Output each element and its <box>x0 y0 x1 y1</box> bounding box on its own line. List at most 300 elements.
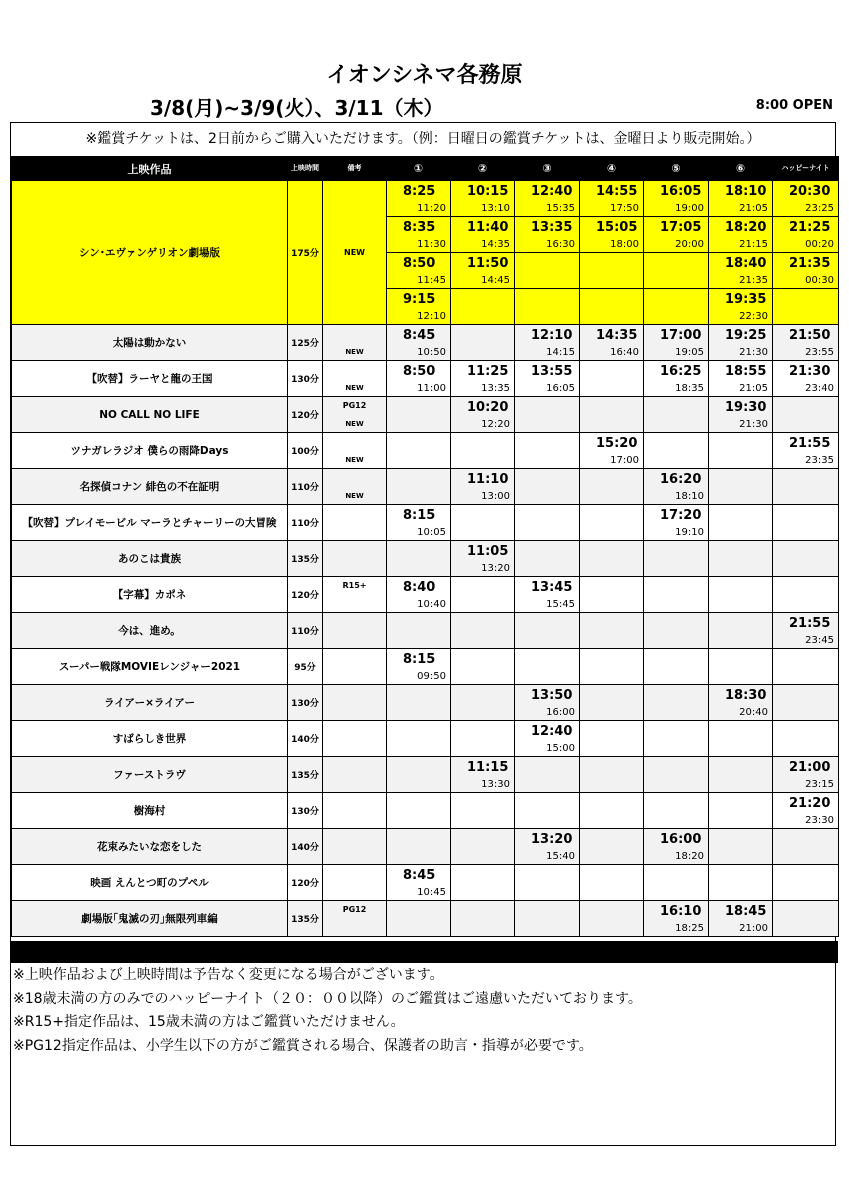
table-row <box>12 433 839 469</box>
film-duration: 100分 <box>288 433 323 469</box>
showtime-cell <box>709 829 773 865</box>
showtime-cell <box>644 901 709 937</box>
film-title: 劇場版｢鬼滅の刃｣無限列車編 <box>12 901 288 937</box>
col-screen-3: ③ <box>515 157 580 181</box>
showtime-cell <box>580 829 644 865</box>
start-time: 19:25 <box>725 328 767 343</box>
end-time: 15:40 <box>546 851 575 862</box>
start-time: 16:05 <box>660 184 702 199</box>
showtime-cell <box>580 325 644 361</box>
showtime-cell <box>709 577 773 613</box>
showtime-cell <box>387 289 451 325</box>
start-time: 17:20 <box>660 508 702 523</box>
film-note <box>323 613 387 649</box>
showtime-cell <box>709 289 773 325</box>
showtime-cell <box>709 901 773 937</box>
showtime-cell <box>644 649 709 685</box>
showtime-cell <box>515 649 580 685</box>
film-duration: 120分 <box>288 397 323 433</box>
showtime-cell <box>773 613 839 649</box>
table-row <box>12 469 839 505</box>
film-title: 名探偵コナン 緋色の不在証明 <box>12 469 288 505</box>
col-duration: 上映時間 <box>288 157 323 181</box>
film-title: 今は、進め。 <box>12 613 288 649</box>
showtime-cell <box>709 865 773 901</box>
showtime-cell <box>451 649 515 685</box>
new-badge: NEW <box>345 492 364 500</box>
showtime-cell <box>709 361 773 397</box>
film-title: すばらしき世界 <box>12 721 288 757</box>
end-time: 14:35 <box>481 239 510 250</box>
showtime-cell <box>644 397 709 433</box>
end-time: 13:00 <box>481 491 510 502</box>
showtime-cell <box>580 541 644 577</box>
showtime-cell <box>515 181 580 217</box>
showtime-cell <box>644 685 709 721</box>
showtime-cell <box>451 541 515 577</box>
showtime-cell <box>515 757 580 793</box>
footnote: ※18歳未満の方のみでのハッピーナイト（２０：００以降）のご鑑賞はご遠慮いただいております。 <box>13 990 642 1007</box>
showtime-cell <box>580 181 644 217</box>
end-time: 00:20 <box>805 239 834 250</box>
end-time: 10:40 <box>417 599 446 610</box>
end-time: 17:00 <box>610 455 639 466</box>
end-time: 13:30 <box>481 779 510 790</box>
start-time: 11:50 <box>467 256 509 271</box>
showtime-cell <box>515 829 580 865</box>
showtime-cell <box>387 433 451 469</box>
start-time: 13:55 <box>531 364 573 379</box>
showtime-cell <box>387 397 451 433</box>
film-note <box>323 469 387 505</box>
start-time: 11:25 <box>467 364 509 379</box>
end-time: 21:05 <box>739 203 768 214</box>
showtime-cell <box>709 721 773 757</box>
footnote: ※上映作品および上映時間は予告なく変更になる場合がございます。 <box>13 967 444 983</box>
showtime-cell <box>515 397 580 433</box>
showtime-cell <box>644 613 709 649</box>
film-note <box>323 721 387 757</box>
showtime-cell <box>644 829 709 865</box>
showtime-cell <box>644 253 709 289</box>
showtime-cell <box>451 757 515 793</box>
showtime-cell <box>387 829 451 865</box>
showtime-cell <box>580 865 644 901</box>
table-row <box>12 613 839 649</box>
start-time: 11:05 <box>467 544 509 559</box>
open-time: 8:00 OPEN <box>755 98 833 113</box>
start-time: 12:40 <box>531 724 573 739</box>
end-time: 15:45 <box>546 599 575 610</box>
table-row <box>12 649 839 685</box>
showtime-cell <box>644 793 709 829</box>
showtime-cell <box>580 505 644 541</box>
schedule-table <box>11 156 839 937</box>
film-note <box>323 577 387 613</box>
col-film: 上映作品 <box>12 157 288 181</box>
showtime-cell <box>451 721 515 757</box>
start-time: 13:20 <box>531 832 573 847</box>
showtime-cell <box>515 253 580 289</box>
start-time: 11:10 <box>467 472 509 487</box>
start-time: 16:00 <box>660 832 702 847</box>
start-time: 10:15 <box>467 184 509 199</box>
showtime-cell <box>515 865 580 901</box>
showtime-cell <box>709 397 773 433</box>
showtime-cell <box>644 469 709 505</box>
start-time: 18:40 <box>725 256 767 271</box>
film-note <box>323 181 387 325</box>
start-time: 13:50 <box>531 688 573 703</box>
end-time: 16:05 <box>546 383 575 394</box>
showtime-cell <box>580 721 644 757</box>
end-time: 10:05 <box>417 527 446 538</box>
showtime-cell <box>580 397 644 433</box>
showtime-cell <box>387 217 451 253</box>
start-time: 15:05 <box>596 220 638 235</box>
film-title: あのこは貴族 <box>12 541 288 577</box>
table-row <box>12 181 839 217</box>
showtime-cell <box>709 613 773 649</box>
table-row <box>12 793 839 829</box>
showtime-cell <box>709 649 773 685</box>
film-note <box>323 901 387 937</box>
start-time: 12:10 <box>531 328 573 343</box>
showtime-cell <box>773 181 839 217</box>
showtime-cell <box>451 217 515 253</box>
film-duration: 120分 <box>288 577 323 613</box>
showtime-cell <box>709 505 773 541</box>
showtime-cell <box>515 613 580 649</box>
start-time: 17:00 <box>660 328 702 343</box>
end-time: 21:35 <box>739 275 768 286</box>
film-title: NO CALL NO LIFE <box>12 397 288 433</box>
end-time: 14:45 <box>481 275 510 286</box>
table-row <box>12 865 839 901</box>
showtime-cell <box>451 793 515 829</box>
showtime-cell <box>773 901 839 937</box>
showtime-cell <box>773 793 839 829</box>
film-duration: 135分 <box>288 901 323 937</box>
showtime-cell <box>580 649 644 685</box>
end-time: 21:05 <box>739 383 768 394</box>
showtime-cell <box>773 757 839 793</box>
start-time: 11:40 <box>467 220 509 235</box>
film-duration: 130分 <box>288 685 323 721</box>
showtime-cell <box>515 289 580 325</box>
film-title: 太陽は動かない <box>12 325 288 361</box>
showtime-cell <box>644 505 709 541</box>
showtime-cell <box>773 217 839 253</box>
showtime-cell <box>387 649 451 685</box>
showtime-cell <box>773 433 839 469</box>
table-row <box>12 757 839 793</box>
rating-badge: NEW <box>344 248 365 257</box>
start-time: 13:35 <box>531 220 573 235</box>
showtime-cell <box>709 253 773 289</box>
end-time: 23:40 <box>805 383 834 394</box>
table-row <box>12 397 839 433</box>
start-time: 12:40 <box>531 184 573 199</box>
start-time: 21:55 <box>789 436 831 451</box>
showtime-cell <box>387 541 451 577</box>
end-time: 11:30 <box>417 239 446 250</box>
showtime-cell <box>387 253 451 289</box>
showtime-cell <box>644 541 709 577</box>
film-duration: 110分 <box>288 469 323 505</box>
start-time: 21:35 <box>789 256 831 271</box>
showtime-cell <box>773 649 839 685</box>
footnote: ※R15+指定作品は、15歳未満の方はご鑑賞いただけません。 <box>13 1014 405 1030</box>
film-duration: 95分 <box>288 649 323 685</box>
showtime-cell <box>580 469 644 505</box>
footnotes <box>13 964 642 1058</box>
showtime-cell <box>644 433 709 469</box>
end-time: 11:20 <box>417 203 446 214</box>
showtime-cell <box>451 613 515 649</box>
showtime-cell <box>644 181 709 217</box>
showtime-cell <box>515 541 580 577</box>
showtime-cell <box>451 361 515 397</box>
showtime-cell <box>515 325 580 361</box>
showtime-cell <box>387 685 451 721</box>
end-time: 18:10 <box>675 491 704 502</box>
showtime-cell <box>580 217 644 253</box>
end-time: 00:30 <box>805 275 834 286</box>
showtime-cell <box>515 793 580 829</box>
end-time: 23:15 <box>805 779 834 790</box>
showtime-cell <box>515 433 580 469</box>
col-screen-2: ② <box>451 157 515 181</box>
table-row <box>12 829 839 865</box>
new-badge: NEW <box>345 384 364 392</box>
end-time: 18:00 <box>610 239 639 250</box>
showtime-cell <box>644 289 709 325</box>
showtime-cell <box>773 469 839 505</box>
showtime-cell <box>644 757 709 793</box>
showtime-cell <box>580 361 644 397</box>
showtime-cell <box>709 757 773 793</box>
start-time: 17:05 <box>660 220 702 235</box>
start-time: 18:45 <box>725 904 767 919</box>
end-time: 09:50 <box>417 671 446 682</box>
start-time: 8:15 <box>403 652 436 667</box>
end-time: 11:45 <box>417 275 446 286</box>
showtime-cell <box>451 397 515 433</box>
table-row <box>12 325 839 361</box>
showtime-cell <box>773 325 839 361</box>
end-time: 23:35 <box>805 455 834 466</box>
end-time: 16:40 <box>610 347 639 358</box>
col-screen-6: ⑥ <box>709 157 773 181</box>
table-row <box>12 577 839 613</box>
showtime-cell <box>387 865 451 901</box>
date-range: 3/8(月)~3/9(火）、3/11（木） <box>150 96 444 120</box>
end-time: 23:30 <box>805 815 834 826</box>
showtime-cell <box>515 217 580 253</box>
film-title: 【吹替】ラーヤと龍の王国 <box>12 361 288 397</box>
start-time: 15:20 <box>596 436 638 451</box>
film-note <box>323 325 387 361</box>
showtime-cell <box>709 433 773 469</box>
start-time: 8:35 <box>403 220 436 235</box>
start-time: 10:20 <box>467 400 509 415</box>
showtime-cell <box>515 901 580 937</box>
new-badge: NEW <box>345 348 364 356</box>
showtime-cell <box>451 325 515 361</box>
start-time: 8:45 <box>403 868 436 883</box>
start-time: 18:20 <box>725 220 767 235</box>
end-time: 13:35 <box>481 383 510 394</box>
table-row <box>12 505 839 541</box>
showtime-cell <box>773 577 839 613</box>
end-time: 23:45 <box>805 635 834 646</box>
showtime-cell <box>773 397 839 433</box>
start-time: 14:35 <box>596 328 638 343</box>
showtime-cell <box>515 361 580 397</box>
film-note <box>323 397 387 433</box>
start-time: 9:15 <box>403 292 436 307</box>
showtime-cell <box>773 505 839 541</box>
end-time: 16:00 <box>546 707 575 718</box>
film-duration: 125分 <box>288 325 323 361</box>
film-title: 【字幕】カポネ <box>12 577 288 613</box>
end-time: 18:20 <box>675 851 704 862</box>
showtime-cell <box>451 865 515 901</box>
showtime-cell <box>709 181 773 217</box>
start-time: 8:25 <box>403 184 436 199</box>
showtime-cell <box>773 829 839 865</box>
end-time: 19:00 <box>675 203 704 214</box>
start-time: 16:20 <box>660 472 702 487</box>
end-time: 21:15 <box>739 239 768 250</box>
start-time: 16:10 <box>660 904 702 919</box>
film-title: 【吹替】プレイモービル マーラとチャーリーの大冒険 <box>12 505 288 541</box>
showtime-cell <box>451 433 515 469</box>
showtime-cell <box>580 433 644 469</box>
showtime-cell <box>644 721 709 757</box>
showtime-cell <box>580 577 644 613</box>
film-note <box>323 829 387 865</box>
film-note <box>323 793 387 829</box>
table-row <box>12 685 839 721</box>
start-time: 8:40 <box>403 580 436 595</box>
showtime-cell <box>580 613 644 649</box>
start-time: 13:45 <box>531 580 573 595</box>
showtime-cell <box>387 613 451 649</box>
showtime-cell <box>773 685 839 721</box>
film-duration: 135分 <box>288 757 323 793</box>
end-time: 10:50 <box>417 347 446 358</box>
end-time: 10:45 <box>417 887 446 898</box>
start-time: 8:50 <box>403 256 436 271</box>
showtime-cell <box>387 361 451 397</box>
end-time: 11:00 <box>417 383 446 394</box>
showtime-cell <box>515 721 580 757</box>
film-duration: 130分 <box>288 793 323 829</box>
end-time: 18:35 <box>675 383 704 394</box>
film-note <box>323 649 387 685</box>
showtime-cell <box>773 253 839 289</box>
film-duration: 140分 <box>288 721 323 757</box>
showtime-cell <box>387 505 451 541</box>
film-duration: 140分 <box>288 829 323 865</box>
start-time: 8:15 <box>403 508 436 523</box>
showtime-cell <box>451 253 515 289</box>
start-time: 21:55 <box>789 616 831 631</box>
showtime-cell <box>709 685 773 721</box>
end-time: 19:10 <box>675 527 704 538</box>
showtime-cell <box>580 685 644 721</box>
rating-badge: PG12 <box>342 401 367 410</box>
start-time: 21:20 <box>789 796 831 811</box>
end-time: 12:10 <box>417 311 446 322</box>
showtime-cell <box>387 469 451 505</box>
film-duration: 135分 <box>288 541 323 577</box>
start-time: 14:55 <box>596 184 638 199</box>
showtime-cell <box>580 901 644 937</box>
start-time: 21:50 <box>789 328 831 343</box>
end-time: 20:00 <box>675 239 704 250</box>
new-badge: NEW <box>345 456 364 464</box>
showtime-cell <box>709 793 773 829</box>
table-row <box>12 721 839 757</box>
end-time: 20:40 <box>739 707 768 718</box>
col-screen-1: ① <box>387 157 451 181</box>
showtime-cell <box>773 361 839 397</box>
end-time: 21:30 <box>739 347 768 358</box>
film-duration: 110分 <box>288 613 323 649</box>
film-duration: 130分 <box>288 361 323 397</box>
film-note <box>323 541 387 577</box>
table-row <box>12 541 839 577</box>
end-time: 23:25 <box>805 203 834 214</box>
start-time: 19:35 <box>725 292 767 307</box>
start-time: 18:55 <box>725 364 767 379</box>
showtime-cell <box>709 541 773 577</box>
col-screen-4: ④ <box>580 157 644 181</box>
showtime-cell <box>644 361 709 397</box>
film-note <box>323 361 387 397</box>
end-time: 17:50 <box>610 203 639 214</box>
film-title: 樹海村 <box>12 793 288 829</box>
showtime-cell <box>773 865 839 901</box>
page-title: イオンシネマ各務原 <box>326 63 523 88</box>
showtime-cell <box>644 217 709 253</box>
film-title: シン･エヴァンゲリオン劇場版 <box>12 181 288 325</box>
start-time: 21:25 <box>789 220 831 235</box>
showtime-cell <box>644 577 709 613</box>
col-happy-night: ハッピーナイト <box>773 157 839 181</box>
film-title: 花束みたいな恋をした <box>12 829 288 865</box>
film-note <box>323 685 387 721</box>
start-time: 8:50 <box>403 364 436 379</box>
start-time: 11:15 <box>467 760 509 775</box>
film-title: ライアー×ライアー <box>12 685 288 721</box>
showtime-cell <box>580 253 644 289</box>
showtime-cell <box>451 577 515 613</box>
showtime-cell <box>773 721 839 757</box>
showtime-cell <box>451 181 515 217</box>
showtime-cell <box>387 721 451 757</box>
showtime-cell <box>644 325 709 361</box>
table-row <box>12 361 839 397</box>
film-note <box>323 433 387 469</box>
film-duration: 110分 <box>288 505 323 541</box>
film-note <box>323 757 387 793</box>
showtime-cell <box>387 901 451 937</box>
end-time: 16:30 <box>546 239 575 250</box>
